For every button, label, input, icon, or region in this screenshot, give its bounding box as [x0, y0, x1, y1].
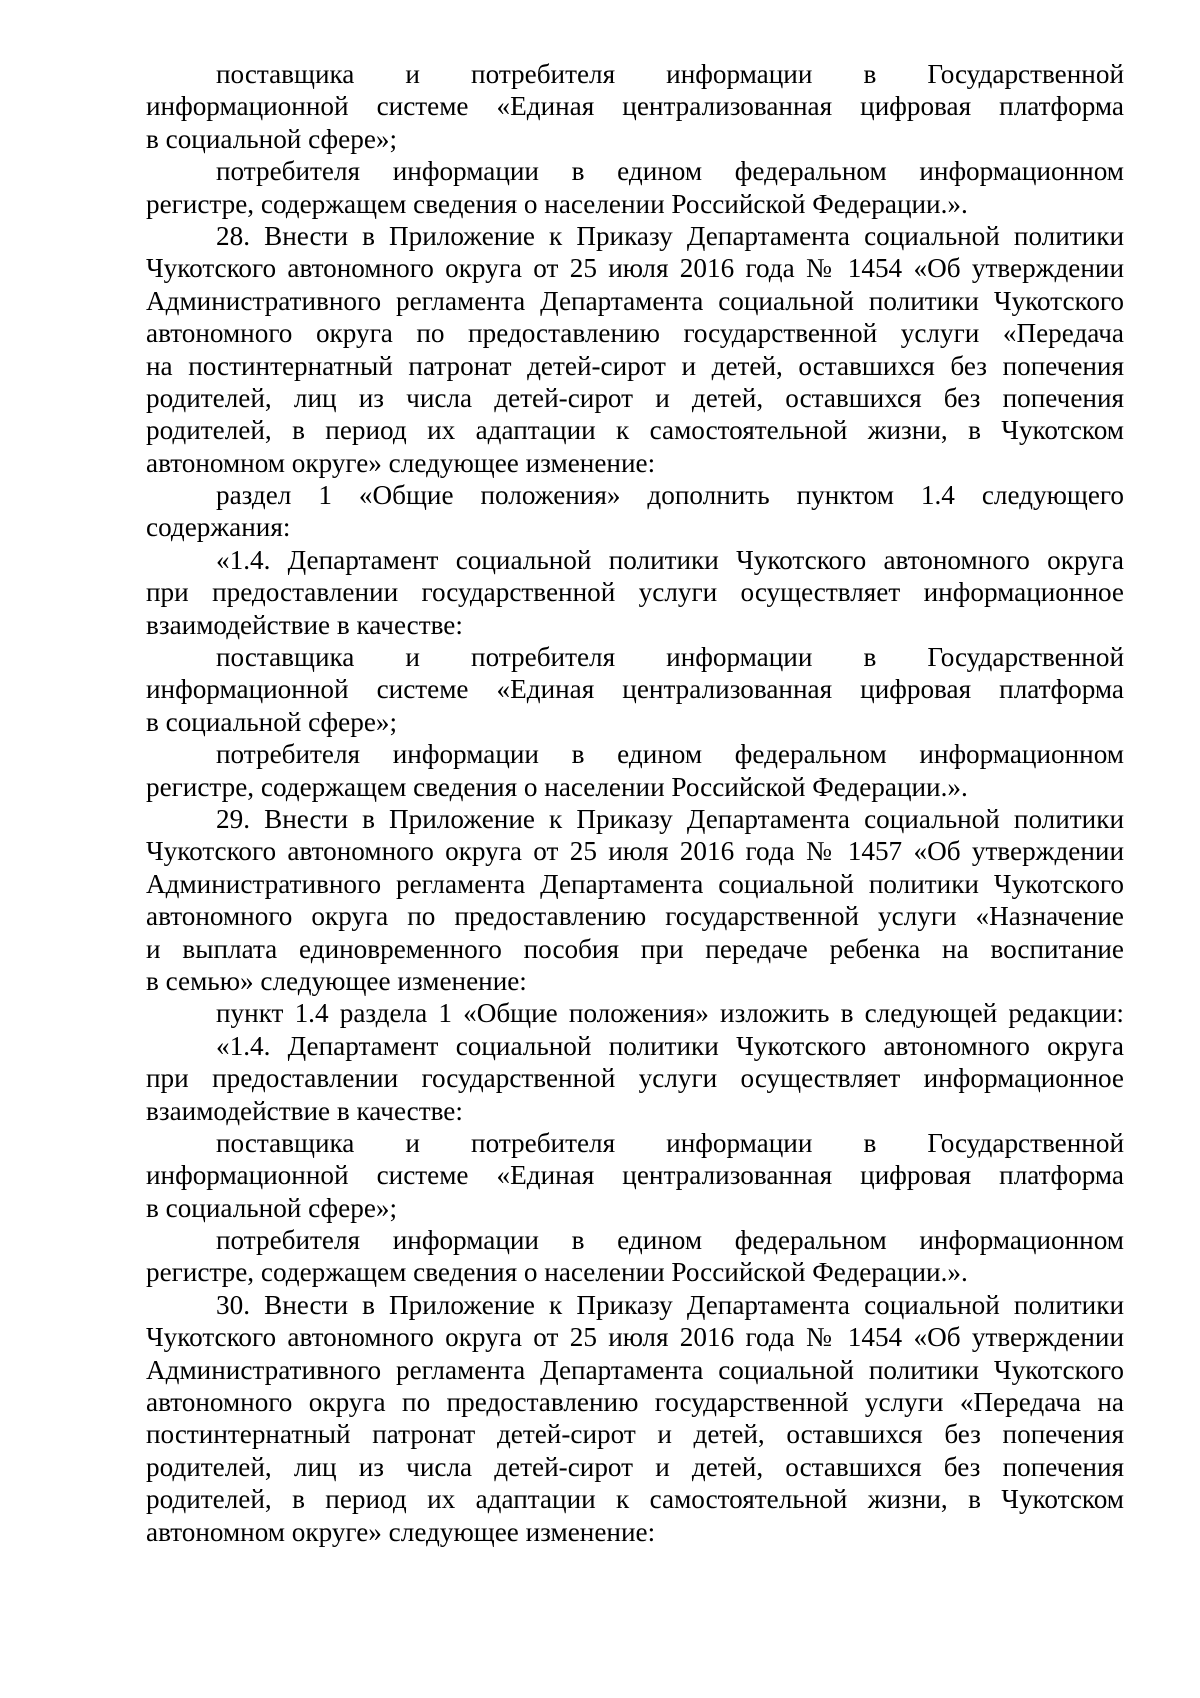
text-line: 28. Внести в Приложение к Приказу Департамента социальной политики	[216, 220, 1124, 251]
text-line: автономном округе» следующее изменение:	[146, 1516, 656, 1547]
text-line: постинтернатный патронат детей-сирот и детей, оставшихся без попечения	[146, 1419, 1124, 1450]
text-line: автономного округа по предоставлению государственной услуги «Назначение	[146, 901, 1124, 932]
text-line: поставщика и потребителя информации в Государственной	[216, 1127, 1124, 1158]
text-line: в социальной сфере»;	[146, 1192, 398, 1223]
text-line: родителей, лиц из числа детей-сирот и детей, оставшихся без попечения	[146, 1451, 1124, 1482]
text-line: родителей, в период их адаптации к самостоятельной жизни, в Чукотском	[146, 1484, 1124, 1515]
text-line: автономном округе» следующее изменение:	[146, 447, 656, 478]
text-line: при предоставлении государственной услуги осуществляет информационное	[146, 1063, 1124, 1094]
text-line: «1.4. Департамент социальной политики Чукотского автономного округа	[216, 544, 1124, 575]
text-line: регистре, содержащем сведения о населении Российской Федерации.».	[146, 1257, 968, 1288]
text-line: в социальной сфере»;	[146, 123, 398, 154]
text-line: информационной системе «Единая централизованная цифровая платформа	[146, 674, 1124, 705]
text-line: 29. Внести в Приложение к Приказу Департамента социальной политики	[216, 803, 1124, 834]
text-line: 30. Внести в Приложение к Приказу Департамента социальной политики	[216, 1289, 1124, 1320]
text-line: автономного округа по предоставлению государственной услуги «Передача	[146, 318, 1124, 349]
text-line: на постинтернатный патронат детей-сирот и детей, оставшихся без попечения	[146, 350, 1124, 381]
text-line: потребителя информации в едином федеральном информационном	[216, 739, 1124, 770]
document-body	[146, 58, 1124, 1548]
text-line: и выплата единовременного пособия при передаче ребенка на воспитание	[146, 933, 1124, 964]
text-line: информационной системе «Единая централизованная цифровая платформа	[146, 91, 1124, 122]
text-line: автономного округа по предоставлению государственной услуги «Передача на	[146, 1387, 1124, 1418]
text-line: в семью» следующее изменение:	[146, 965, 527, 996]
text-line: взаимодействие в качестве:	[146, 1095, 463, 1126]
text-line: родителей, в период их адаптации к самостоятельной жизни, в Чукотском	[146, 415, 1124, 446]
text-line: в социальной сфере»;	[146, 706, 398, 737]
text-line: потребителя информации в едином федеральном информационном	[216, 156, 1124, 187]
text-line: Административного регламента Департамента социальной политики Чукотского	[146, 868, 1124, 899]
text-line: регистре, содержащем сведения о населении Российской Федерации.».	[146, 188, 968, 219]
text-line: родителей, лиц из числа детей-сирот и детей, оставшихся без попечения	[146, 382, 1124, 413]
text-line: при предоставлении государственной услуги осуществляет информационное	[146, 577, 1124, 608]
text-line: Чукотского автономного округа от 25 июля 2016 года № 1457 «Об утверждении	[146, 836, 1124, 867]
text-line: содержания:	[146, 512, 291, 543]
text-line: Чукотского автономного округа от 25 июля 2016 года № 1454 «Об утверждении	[146, 1322, 1124, 1353]
text-line: взаимодействие в качестве:	[146, 609, 463, 640]
text-line: Административного регламента Департамента социальной политики Чукотского	[146, 1354, 1124, 1385]
text-line: регистре, содержащем сведения о населении Российской Федерации.».	[146, 771, 968, 802]
text-line: информационной системе «Единая централизованная цифровая платформа	[146, 1160, 1124, 1191]
text-line: Чукотского автономного округа от 25 июля 2016 года № 1454 «Об утверждении	[146, 253, 1124, 284]
text-line: поставщика и потребителя информации в Государственной	[216, 59, 1124, 89]
text-line: «1.4. Департамент социальной политики Чукотского автономного округа	[216, 1030, 1124, 1061]
text-line: поставщика и потребителя информации в Государственной	[216, 642, 1124, 673]
text-line: потребителя информации в едином федеральном информационном	[216, 1225, 1124, 1256]
text-line: раздел 1 «Общие положения» дополнить пунктом 1.4 следующего	[216, 480, 1124, 511]
text-line: пункт 1.4 раздела 1 «Общие положения» изложить в следующей редакции:	[216, 998, 1124, 1029]
text-line: Административного регламента Департамента социальной политики Чукотского	[146, 285, 1124, 316]
